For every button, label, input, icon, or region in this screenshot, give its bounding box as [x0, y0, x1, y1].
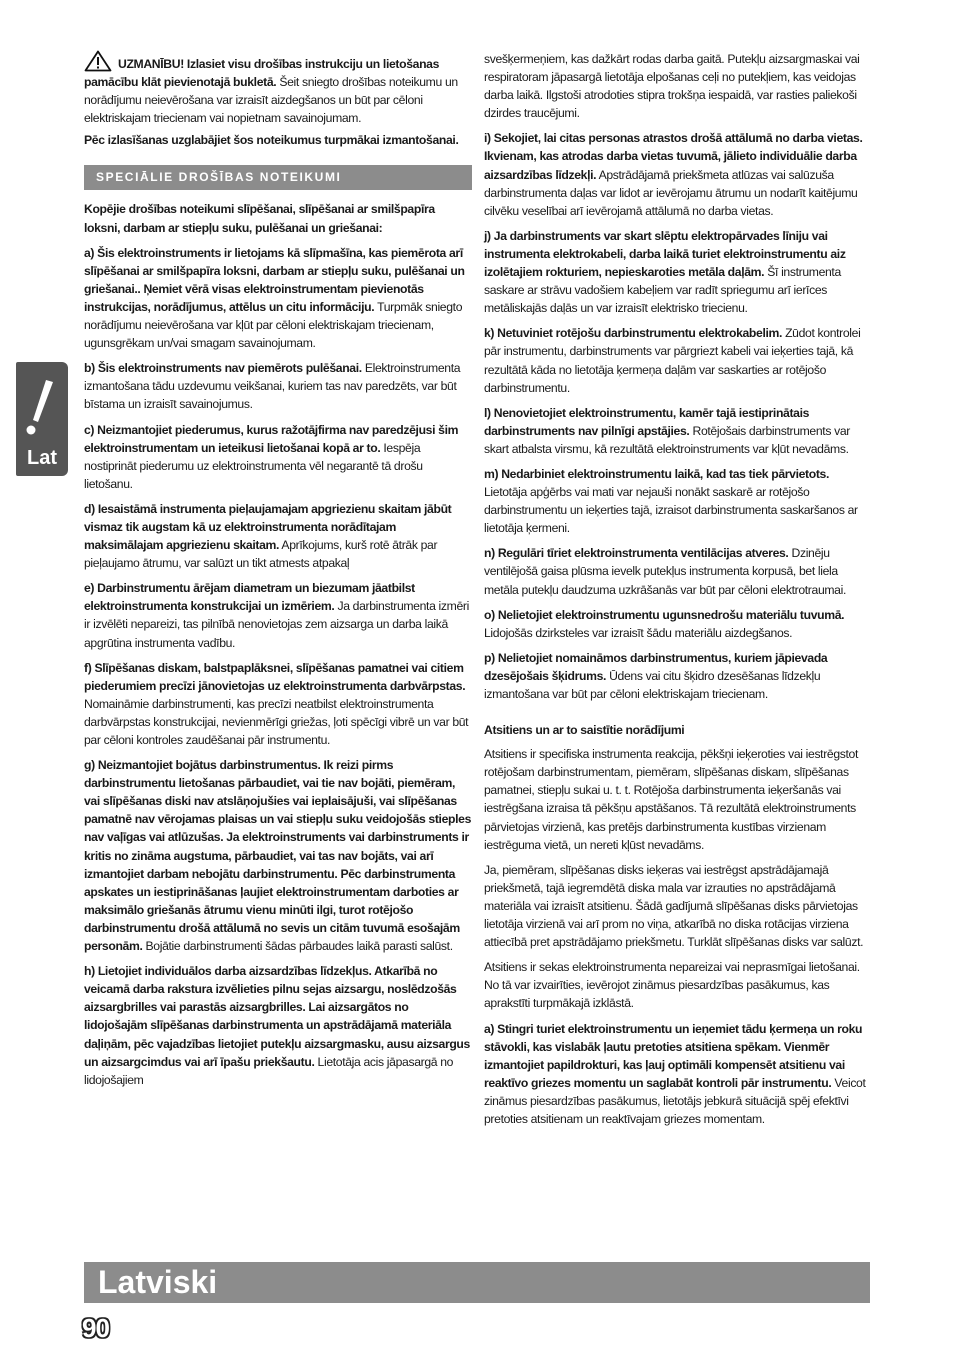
left-paragraph-bold: e) Darbinstrumentu ārējam diametram un biezumam jāatbilst elektroinstrumenta konstrukcijai un izmēriem.: [84, 581, 415, 614]
left-paragraph-bold: a) Šis elektroinstruments ir lietojams kā slīpmašīna, kas piemērota arī slīpēšanai ar smilšpapīra loksni, darbam ar stiepļu suku, pulēšanai un griešanai.. Ņemiet vērā visas elektroinstrumentam pievienotās instrukcijas, norādījumus, attēlus un citu informāciju.: [84, 245, 465, 314]
right-paragraph-bold: i) Sekojiet, lai citas personas atrastos drošā attālumā no darba vietas. Ikvienam, kas atrodas darba vietas tuvumā, jālieto individuālie darba aizsardzības līdzekļi.: [484, 131, 863, 182]
left-paragraph: [84, 244, 472, 353]
right-paragraph-bold: n) Regulāri tīriet elektroinstrumenta ventilācijas atveres.: [484, 546, 789, 561]
left-paragraph-bold: g) Neizmantojiet bojātus darbinstrumentus. Ik reizi pirms darbinstrumentu lietošanas pārbaudiet, vai tie nav bojāti, piemēram, vai slīpēšanas diski nav atslāņojušies vai ieplaisājuši, vai slīpēšanas pamatnē nav vērojamas plaisas un vai stiepļu suku veidojošās stieples nav vaļīgas vai atlūzušas. Ja elektroinstruments vai darbinstruments ir kritis no zināma augstuma, pārbaudiet, vai tas nav bojāts, vai arī izmantojiet darbam nebojātu darbinstrumentu. Pēc darbinstrumenta apskates un iestiprināšanas ļaujiet elektroinstrumentam darboties ar maksimālo griešanās ātrumu vienu minūti ilgi, turot rotējošo darbinstrumentu drošā attālumā no sevis un citām tuvumā esošajām personām.: [84, 758, 472, 954]
left-paragraph-bold: c) Neizmantojiet piederumus, kurus ražotājfirma nav paredzējusi šim elektroinstrumentam un ieteikusi lietošanai kopā ar to.: [84, 422, 459, 455]
warning-text: Šeit sniegto drošības noteikumu un norādījumu neievērošana var izraisīt aizdegšanos un būt par cēloni elektriskajam triecienam vai nopietnam savainojumam.: [84, 75, 458, 126]
right-paragraphs: [484, 50, 872, 703]
right-paragraph: [484, 404, 872, 458]
language-side-tab: [16, 362, 68, 476]
kickback-paragraph-text: Veicot zināmus piesardzības pasākumus, lietotājs jebkurā situācijā spēj efektīvi pretoties atsitienam un reaktīvajam griezes momentam.: [484, 1075, 866, 1126]
right-paragraph: [484, 227, 872, 317]
warning-keep-notice: Pēc izlasīšanas uzglabājiet šos noteikumus turpmākai izmantošanai.: [84, 133, 459, 148]
kickback-paragraph-bold: a) Stingri turiet elektroinstrumentu un ieņemiet tādu ķermeņa un roku stāvokli, kas vislabāk ļautu pretoties atsitiena spēkam. Vienmēr izmantojiet papildrokturi, kas ļauj optimāli kompensēt atsitienu vai reaktīvo griezes momentu un saglabāt kontroli pār instrumentu.: [484, 1021, 863, 1090]
right-paragraph: [484, 129, 872, 219]
left-paragraph: [84, 421, 472, 493]
right-paragraph-bold: l) Nenovietojiet elektroinstrumentu, kamēr tajā iestiprinātais darbinstruments nav pilnīgi apstājies.: [484, 405, 810, 438]
warning-bold: UZMANĪBU! Izlasiet visu drošības instrukciju un lietošanas pamācību klāt pievienotajā bukletā.: [84, 57, 440, 90]
right-paragraph-text: Zūdot kontrolei pār instrumentu, darbinstruments var pārgriezt kabeli vai ieķerties tajā, kā rezultātā kāda no lietotāja ķermeņa daļām var saskarties ar rotējošo darbinstrumentu.: [484, 326, 861, 395]
left-paragraph: [84, 200, 472, 236]
left-paragraph: [84, 359, 472, 413]
kickback-paragraphs: [484, 745, 872, 1128]
kickback-paragraph-text: Atsitiens ir sekas elektroinstrumenta nepareizai vai neprasmīgai lietošanai. No tā var izvairīties, ievērojot zināmus piesardzības pasākumus, kas aprakstīti turpmākajā izklāstā.: [484, 960, 860, 1011]
footer-title: Latviski: [98, 1264, 218, 1300]
left-paragraph: [84, 659, 472, 749]
left-column: [84, 50, 472, 1096]
page-number: 90: [82, 1313, 109, 1343]
left-paragraph-bold: h) Lietojiet individuālos darba aizsardzības līdzekļus. Atkarībā no veicamā darba rakstura izvēlieties pilnu sejas aizsargu, noslēdzošās aizsargbrilles vai parastās aizsargbrilles. Lai aizsargātos no lidojošajām slīpēšanas darbinstrumenta un apstrādājamā materiāla daļiņām, pēc vajadzības lietojiet putekļu aizsargmasku, ausu aizsargus un aizsargcimdus vai arī īpašu priekšautu.: [84, 964, 470, 1069]
right-paragraph-bold: j) Ja darbinstruments var skart slēptu elektropārvades līniju vai instrumenta elektrokabeli, darba laikā turiet elektroinstrumentu aiz izolētajiem rokturiem, nepieskaroties metāla daļām.: [484, 228, 846, 280]
left-paragraph-text: Bojātie darbinstrumenti šādas pārbaudes laikā parasti salūst.: [142, 939, 453, 954]
section-heading: SPECIĀLIE DROŠĪBAS NOTEIKUMI: [84, 165, 472, 190]
language-label: Lat: [27, 447, 57, 469]
left-paragraph-text: Lietotāja acis jāpasargā no lidojošajiem: [84, 1054, 454, 1087]
right-paragraph: [484, 606, 872, 642]
right-paragraph-text: Šī instrumenta saskare ar strāvu vadošiem kabeļiem var radīt spriegumu arī ierīces metāliskajās daļās un var izraisīt elektrisko triecienu.: [484, 265, 841, 316]
left-paragraph: [84, 500, 472, 572]
right-paragraph-bold: m) Nedarbiniet elektroinstrumentu laikā, kad tas tiek pārvietots.: [484, 466, 830, 481]
left-paragraph-bold: f) Slīpēšanas diskam, balstpaplāksnei, slīpēšanas pamatnei vai citiem piederumiem precīzi jānovietojas uz elektroinstrumenta darbvārpstas.: [84, 660, 466, 693]
right-paragraph-text: Dzinēju ventilējošā gaisa plūsma ievelk putekļus instrumenta korpusā, bet liela metāla putekļu daudzuma uzkrāšanās var būt par cēloni elektrotraumai.: [484, 546, 846, 597]
right-paragraph-bold: o) Nelietojiet elektroinstrumentu ugunsnedrošu materiālu tuvumā.: [484, 607, 845, 622]
right-column: [484, 50, 872, 1135]
right-paragraph-text: Rotējošais darbinstruments var skart atbalsta virsmu, kā rezultātā elektroinstruments var kļūt nevadāms.: [484, 423, 850, 456]
footer-language-bar: [84, 1262, 870, 1303]
left-paragraph-bold: b) Šis elektroinstruments nav piemērots pulēšanai.: [84, 361, 362, 376]
kickback-paragraph-text: Ja, piemēram, slīpēšanas disks ieķeras vai iestrēgst apstrādājamajā priekšmetā, tajā iegremdētā diska mala var izrauties no apstrādājamā materiāla vai izraisīt atsitienu. Šādā gadījumā slīpēšanas disks pārvietojas lietotāja virzienā vai arī prom no viņa, atkarībā no diska rotācijas virziena attiecībā pret apstrādājamo priekšmetu. Turklāt slīpēšanas disks var salūzt.: [484, 862, 864, 950]
right-paragraph-text: Lidojošās dzirksteles var izraisīt šādu materiālu aizdegšanos.: [484, 625, 793, 640]
left-paragraph: [84, 962, 472, 1089]
right-paragraph-bold: k) Netuviniet rotējošu darbinstrumentu elektrokabelim.: [484, 326, 783, 341]
kickback-paragraph: [484, 958, 872, 1012]
exclamation-icon: [16, 370, 68, 440]
right-paragraph-text: Lietotāja apģērbs vai mati var nejauši nonākt saskarē ar rotējošo darbinstrumentu un ieķerties tajā, izraisot darbinstrumenta saskaršanos ar lietotāja ķermeni.: [484, 485, 858, 536]
left-paragraph-bold: Kopējie drošības noteikumi slīpēšanai, slīpēšanai ar smilšpapīra loksni, darbam ar stiepļu suku, pulēšanai un griešanai:: [84, 202, 435, 235]
warning-triangle-icon: [84, 50, 112, 72]
right-paragraph-text: Apstrādājamā priekšmeta atlūzas vai salūzuša darbinstrumenta daļas var lidot ar ievērojamu ātrumu un nodarīt kaitējumu cilvēku veselībai arī ievērojamā attālumā no darba vietas.: [484, 167, 858, 218]
left-paragraph-text: Iespēja nostiprināt piederumu uz elektroinstrumenta vēl negarantē tā drošu lietošanu.: [84, 440, 423, 491]
left-paragraphs: [84, 200, 472, 1088]
right-paragraph: [484, 50, 872, 122]
left-paragraph: [84, 579, 472, 651]
right-paragraph-bold: p) Nelietojiet nomaināmos darbinstrumentus, kuriem jāpievada dzesējošais šķidrums.: [484, 650, 828, 683]
left-paragraph-text: Elektroinstrumenta izmantošana tādu uzdevumu veikšanai, kuriem tas nav paredzēts, var būt bīstama un izraisīt savainojumus.: [84, 361, 461, 412]
right-paragraph-text: svešķermeņiem, kas dažkārt rodas darba gaitā. Putekļu aizsargmaskai vai respiratoram jāpasargā lietotāja elpošanas ceļi no putekļiem, kas veidojas darba laikā. Ilgstoši atrodoties stipra trokšņa iespaidā, var rasties paliekoši dzirdes traucējumi.: [484, 52, 860, 121]
right-paragraph: [484, 649, 872, 703]
right-paragraph: [484, 324, 872, 396]
kickback-paragraph: [484, 745, 872, 854]
right-paragraph: [484, 465, 872, 537]
kickback-heading: Atsitiens un ar to saistītie norādījumi: [484, 723, 685, 738]
left-paragraph-bold: d) Iesaistāmā instrumenta pieļaujamajam apgriezienu skaitam jābūt vismaz tik augstam kā uz elektroinstrumenta norādītajam maksimālajam apgriezienu skaitam.: [84, 501, 452, 553]
left-paragraph-text: Turpmāk sniegto norādījumu neievērošana var kļūt par cēloni elektriskajam triecienam, ugunsgrēkam un/vai smagam savainojumam.: [84, 299, 463, 351]
left-paragraph-text: Aprīkojums, kurš rotē ātrāk par pieļaujamo ātrumu, var salūzt un tikt atmests atpakaļ: [84, 538, 438, 571]
left-paragraph-text: Ja darbinstrumenta izmēri ir izvēlēti nepareizi, tas pilnībā nenovietojas zem aizsarga un darba laikā apgrūtina instrumenta vadību.: [84, 599, 469, 650]
right-paragraph: [484, 544, 872, 598]
kickback-paragraph-text: Atsitiens ir specifiska instrumenta reakcija, pēkšņi ieķeroties vai iestrēgstot rotējošam darbinstrumentam, piemēram, slīpēšanas diskam, slīpēšanas pamatnei, stiepļu sukai u. t. t. Rotējoša darbinstrumenta ieķeršanās vai iestrēgšana izraisa tā pēkšņu apstāšanos. Tā rezultātā elektroinstruments pārvietojas virzienā, kas pretējs darbinstrumenta kustības virzienam iestrēguma vietā, un nereti kļūst nevadāms.: [484, 747, 859, 852]
kickback-paragraph: [484, 861, 872, 951]
warning-block: [84, 50, 472, 127]
left-paragraph: [84, 756, 472, 955]
right-paragraph-text: Ūdens vai citu šķidro dzesēšanas līdzekļu izmantošana var būt par cēloni elektriskajam triecienam.: [484, 668, 821, 701]
kickback-paragraph: [484, 1020, 872, 1129]
left-paragraph-text: Nomaināmie darbinstrumenti, kas precīzi neatbilst elektroinstrumenta darbvārpstas konstrukcijai, nevienmērīgi griežas, ļoti spēcīgi vibrē un var būt par cēloni kontroles zaudēšanai pār instrumentu.: [84, 696, 469, 747]
